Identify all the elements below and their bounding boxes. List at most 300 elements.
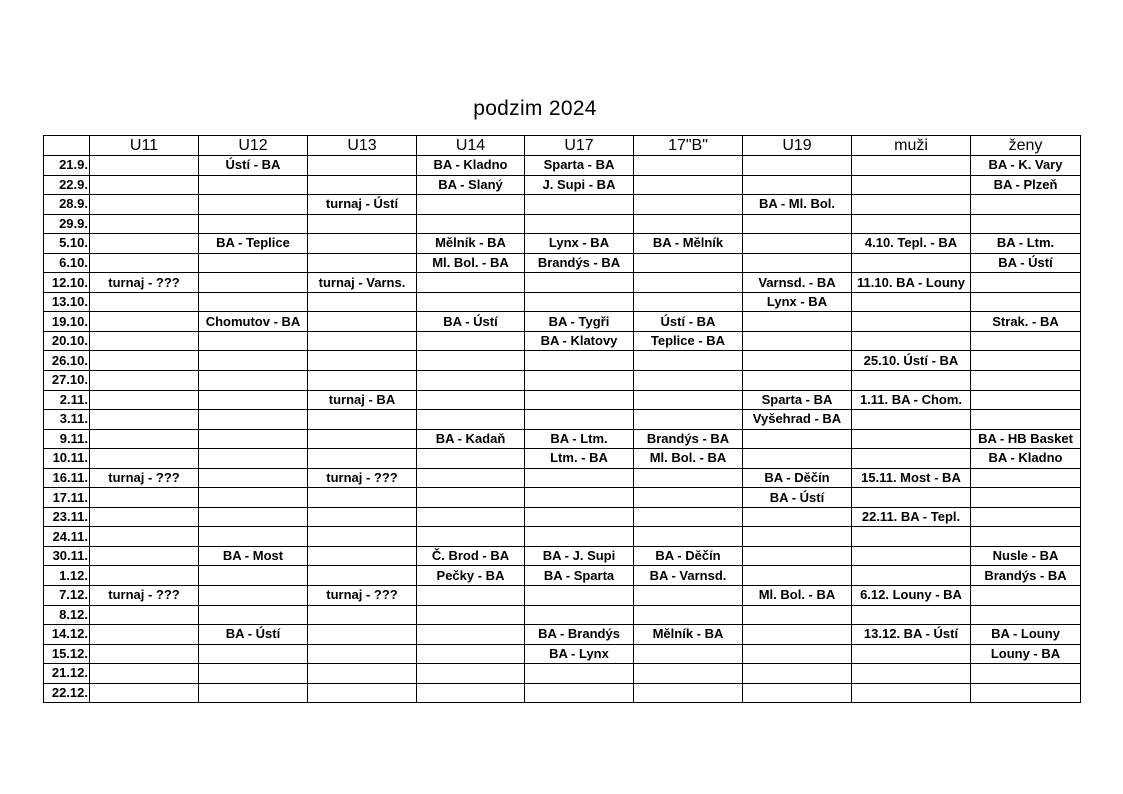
match-cell (308, 175, 417, 195)
date-cell: 6.10. (44, 253, 90, 273)
date-cell: 1.12. (44, 566, 90, 586)
match-cell (90, 156, 199, 176)
date-cell: 3.11. (44, 410, 90, 430)
match-cell: BA - Ústí (971, 253, 1081, 273)
match-cell: Ml. Bol. - BA (743, 586, 852, 606)
match-cell: 11.10. BA - Louny (852, 273, 971, 293)
match-cell (308, 683, 417, 703)
match-cell (743, 644, 852, 664)
match-cell (417, 605, 525, 625)
match-cell: turnaj - BA (308, 390, 417, 410)
match-cell (199, 468, 308, 488)
match-cell: BA - J. Supi (525, 546, 634, 566)
match-cell (634, 586, 743, 606)
match-cell (90, 214, 199, 234)
match-cell: BA - Mělník (634, 234, 743, 254)
header-row (44, 136, 1081, 156)
match-cell: turnaj - Varns. (308, 273, 417, 293)
match-cell (525, 371, 634, 391)
table-row (44, 253, 1081, 273)
table-row (44, 468, 1081, 488)
match-cell (852, 156, 971, 176)
date-cell: 22.12. (44, 683, 90, 703)
table-row (44, 234, 1081, 254)
date-cell: 19.10. (44, 312, 90, 332)
match-cell (199, 683, 308, 703)
table-row (44, 664, 1081, 684)
match-cell: 25.10. Ústí - BA (852, 351, 971, 371)
table-row (44, 273, 1081, 293)
match-cell: 22.11. BA - Tepl. (852, 507, 971, 527)
match-cell (525, 527, 634, 547)
column-header: U14 (417, 136, 525, 156)
match-cell (852, 664, 971, 684)
match-cell (308, 488, 417, 508)
match-cell (417, 449, 525, 469)
match-cell (199, 195, 308, 215)
date-cell: 7.12. (44, 586, 90, 606)
match-cell: Varnsd. - BA (743, 273, 852, 293)
match-cell: BA - Kladno (971, 449, 1081, 469)
match-cell: BA - Most (199, 546, 308, 566)
column-header: U13 (308, 136, 417, 156)
match-cell (971, 273, 1081, 293)
match-cell (852, 683, 971, 703)
match-cell (634, 527, 743, 547)
match-cell: Louny - BA (971, 644, 1081, 664)
match-cell (743, 234, 852, 254)
match-cell (199, 527, 308, 547)
table-row (44, 644, 1081, 664)
match-cell: BA - HB Basket (971, 429, 1081, 449)
table-row (44, 683, 1081, 703)
match-cell (634, 371, 743, 391)
match-cell (634, 644, 743, 664)
match-cell: J. Supi - BA (525, 175, 634, 195)
match-cell: BA - Ltm. (971, 234, 1081, 254)
match-cell (634, 664, 743, 684)
match-cell (852, 488, 971, 508)
match-cell (90, 683, 199, 703)
match-cell (199, 488, 308, 508)
match-cell (90, 449, 199, 469)
match-cell (417, 195, 525, 215)
match-cell (417, 644, 525, 664)
match-cell (743, 156, 852, 176)
match-cell (308, 234, 417, 254)
match-cell (525, 292, 634, 312)
match-cell (199, 292, 308, 312)
match-cell (308, 625, 417, 645)
match-cell: BA - Ltm. (525, 429, 634, 449)
match-cell (308, 331, 417, 351)
match-cell (308, 644, 417, 664)
match-cell (971, 605, 1081, 625)
match-cell (308, 566, 417, 586)
match-cell (90, 234, 199, 254)
match-cell (417, 214, 525, 234)
match-cell (852, 312, 971, 332)
date-cell: 9.11. (44, 429, 90, 449)
match-cell (852, 292, 971, 312)
match-cell (634, 410, 743, 430)
match-cell (90, 390, 199, 410)
match-cell (634, 156, 743, 176)
date-cell: 20.10. (44, 331, 90, 351)
match-cell (852, 253, 971, 273)
match-cell (525, 390, 634, 410)
match-cell (199, 605, 308, 625)
table-row (44, 371, 1081, 391)
match-cell (525, 507, 634, 527)
match-cell (308, 429, 417, 449)
match-cell (417, 351, 525, 371)
match-cell (417, 410, 525, 430)
match-cell (90, 507, 199, 527)
match-cell (634, 488, 743, 508)
match-cell: 4.10. Tepl. - BA (852, 234, 971, 254)
match-cell: 6.12. Louny - BA (852, 586, 971, 606)
date-cell: 30.11. (44, 546, 90, 566)
match-cell: Sparta - BA (525, 156, 634, 176)
match-cell (634, 683, 743, 703)
match-cell (308, 292, 417, 312)
match-cell (634, 175, 743, 195)
match-cell (852, 214, 971, 234)
match-cell (971, 468, 1081, 488)
date-cell: 27.10. (44, 371, 90, 391)
match-cell (417, 371, 525, 391)
match-cell (971, 331, 1081, 351)
match-cell (90, 351, 199, 371)
match-cell (417, 683, 525, 703)
match-cell (308, 351, 417, 371)
match-cell (525, 195, 634, 215)
column-header: ženy (971, 136, 1081, 156)
table-row (44, 410, 1081, 430)
match-cell (971, 664, 1081, 684)
match-cell (308, 312, 417, 332)
date-cell: 16.11. (44, 468, 90, 488)
match-cell: Sparta - BA (743, 390, 852, 410)
match-cell (90, 371, 199, 391)
date-cell: 23.11. (44, 507, 90, 527)
page-title: podzim 2024 (473, 97, 597, 120)
date-cell: 28.9. (44, 195, 90, 215)
match-cell: turnaj - ??? (308, 468, 417, 488)
date-cell: 8.12. (44, 605, 90, 625)
match-cell (90, 625, 199, 645)
date-cell: 21.9. (44, 156, 90, 176)
match-cell: Strak. - BA (971, 312, 1081, 332)
table-row (44, 351, 1081, 371)
match-cell (743, 664, 852, 684)
column-header: U17 (525, 136, 634, 156)
match-cell (90, 312, 199, 332)
match-cell (743, 605, 852, 625)
match-cell (634, 273, 743, 293)
date-cell: 2.11. (44, 390, 90, 410)
match-cell (308, 605, 417, 625)
schedule-table (43, 135, 1081, 703)
match-cell (199, 371, 308, 391)
match-cell (634, 390, 743, 410)
match-cell (525, 214, 634, 234)
match-cell (308, 156, 417, 176)
date-cell: 13.10. (44, 292, 90, 312)
match-cell (971, 292, 1081, 312)
match-cell: BA - Slaný (417, 175, 525, 195)
match-cell: Brandýs - BA (634, 429, 743, 449)
match-cell (634, 351, 743, 371)
match-cell (90, 527, 199, 547)
match-cell (417, 292, 525, 312)
match-cell: Ústí - BA (634, 312, 743, 332)
match-cell: BA - Kladno (417, 156, 525, 176)
match-cell (90, 253, 199, 273)
match-cell (852, 195, 971, 215)
match-cell: Ml. Bol. - BA (417, 253, 525, 273)
match-cell: Brandýs - BA (525, 253, 634, 273)
match-cell (634, 507, 743, 527)
match-cell: Mělník - BA (634, 625, 743, 645)
match-cell (743, 449, 852, 469)
date-cell: 24.11. (44, 527, 90, 547)
column-header: U19 (743, 136, 852, 156)
table-row (44, 527, 1081, 547)
match-cell (417, 390, 525, 410)
match-cell (852, 429, 971, 449)
match-cell (417, 527, 525, 547)
match-cell: Vyšehrad - BA (743, 410, 852, 430)
table-row (44, 605, 1081, 625)
match-cell (525, 468, 634, 488)
table-row (44, 390, 1081, 410)
match-cell (199, 507, 308, 527)
match-cell (90, 429, 199, 449)
table-row (44, 586, 1081, 606)
match-cell (971, 214, 1081, 234)
match-cell (199, 214, 308, 234)
match-cell: BA - Louny (971, 625, 1081, 645)
match-cell: Ml. Bol. - BA (634, 449, 743, 469)
match-cell (308, 253, 417, 273)
table-row (44, 507, 1081, 527)
match-cell (634, 214, 743, 234)
match-cell (308, 527, 417, 547)
match-cell (90, 644, 199, 664)
match-cell (634, 195, 743, 215)
match-cell (308, 371, 417, 391)
match-cell (634, 253, 743, 273)
date-cell: 17.11. (44, 488, 90, 508)
match-cell: Pečky - BA (417, 566, 525, 586)
match-cell (852, 331, 971, 351)
match-cell (971, 527, 1081, 547)
match-cell: BA - Děčín (743, 468, 852, 488)
match-cell: 1.11. BA - Chom. (852, 390, 971, 410)
match-cell: BA - Ústí (199, 625, 308, 645)
match-cell (852, 644, 971, 664)
match-cell (308, 507, 417, 527)
match-cell (634, 605, 743, 625)
match-cell: Lynx - BA (525, 234, 634, 254)
table-row (44, 195, 1081, 215)
match-cell (525, 273, 634, 293)
match-cell (971, 507, 1081, 527)
match-cell (199, 175, 308, 195)
match-cell (743, 175, 852, 195)
match-cell (199, 644, 308, 664)
match-cell (90, 546, 199, 566)
match-cell (971, 586, 1081, 606)
match-cell (199, 253, 308, 273)
match-cell (743, 214, 852, 234)
match-cell (199, 390, 308, 410)
match-cell (199, 331, 308, 351)
match-cell (971, 488, 1081, 508)
table-row (44, 175, 1081, 195)
match-cell (525, 351, 634, 371)
match-cell: BA - Kadaň (417, 429, 525, 449)
table-row (44, 156, 1081, 176)
match-cell (90, 605, 199, 625)
match-cell (971, 683, 1081, 703)
match-cell: turnaj - ??? (90, 273, 199, 293)
match-cell: BA - Ml. Bol. (743, 195, 852, 215)
match-cell: BA - Brandýs (525, 625, 634, 645)
match-cell: turnaj - ??? (90, 586, 199, 606)
table-row (44, 546, 1081, 566)
table-row (44, 449, 1081, 469)
match-cell (971, 410, 1081, 430)
match-cell (852, 175, 971, 195)
match-cell (525, 586, 634, 606)
match-cell: Chomutov - BA (199, 312, 308, 332)
match-cell: Č. Brod - BA (417, 546, 525, 566)
match-cell (308, 410, 417, 430)
match-cell (90, 175, 199, 195)
match-cell: BA - Plzeň (971, 175, 1081, 195)
match-cell (199, 586, 308, 606)
match-cell (90, 410, 199, 430)
match-cell (417, 488, 525, 508)
match-cell (90, 195, 199, 215)
match-cell (525, 605, 634, 625)
match-cell (852, 371, 971, 391)
match-cell (971, 351, 1081, 371)
match-cell (743, 683, 852, 703)
column-header-date (44, 136, 90, 156)
table-row (44, 214, 1081, 234)
match-cell (199, 410, 308, 430)
date-cell: 12.10. (44, 273, 90, 293)
match-cell (634, 292, 743, 312)
match-cell (852, 449, 971, 469)
date-cell: 14.12. (44, 625, 90, 645)
match-cell: BA - Teplice (199, 234, 308, 254)
date-cell: 26.10. (44, 351, 90, 371)
match-cell (199, 566, 308, 586)
match-cell (417, 468, 525, 488)
match-cell (743, 546, 852, 566)
match-cell: BA - Klatovy (525, 331, 634, 351)
date-cell: 22.9. (44, 175, 90, 195)
match-cell (199, 664, 308, 684)
match-cell: Ltm. - BA (525, 449, 634, 469)
match-cell (90, 566, 199, 586)
date-cell: 10.11. (44, 449, 90, 469)
match-cell: turnaj - Ústí (308, 195, 417, 215)
match-cell (634, 468, 743, 488)
date-cell: 5.10. (44, 234, 90, 254)
match-cell (308, 214, 417, 234)
match-cell: turnaj - ??? (308, 586, 417, 606)
column-header: muži (852, 136, 971, 156)
schedule-body (44, 156, 1081, 703)
match-cell (308, 546, 417, 566)
match-cell (743, 566, 852, 586)
match-cell (417, 625, 525, 645)
match-cell (743, 351, 852, 371)
match-cell: turnaj - ??? (90, 468, 199, 488)
match-cell (971, 390, 1081, 410)
match-cell (743, 253, 852, 273)
match-cell (525, 683, 634, 703)
match-cell (525, 664, 634, 684)
match-cell: BA - Sparta (525, 566, 634, 586)
match-cell: Ústí - BA (199, 156, 308, 176)
date-cell: 21.12. (44, 664, 90, 684)
match-cell (90, 488, 199, 508)
match-cell: Mělník - BA (417, 234, 525, 254)
match-cell: BA - Ústí (743, 488, 852, 508)
match-cell (852, 546, 971, 566)
match-cell: 15.11. Most - BA (852, 468, 971, 488)
match-cell (743, 371, 852, 391)
match-cell (90, 292, 199, 312)
match-cell (417, 664, 525, 684)
match-cell: BA - K. Vary (971, 156, 1081, 176)
match-cell (199, 351, 308, 371)
match-cell (743, 507, 852, 527)
column-header: U12 (199, 136, 308, 156)
table-row (44, 292, 1081, 312)
date-cell: 29.9. (44, 214, 90, 234)
match-cell (199, 273, 308, 293)
match-cell (852, 566, 971, 586)
match-cell: BA - Děčín (634, 546, 743, 566)
match-cell: Brandýs - BA (971, 566, 1081, 586)
match-cell (90, 331, 199, 351)
match-cell (199, 449, 308, 469)
match-cell (852, 410, 971, 430)
match-cell (743, 331, 852, 351)
match-cell: BA - Lynx (525, 644, 634, 664)
match-cell (852, 527, 971, 547)
match-cell (199, 429, 308, 449)
match-cell (852, 605, 971, 625)
match-cell (90, 664, 199, 684)
date-cell: 15.12. (44, 644, 90, 664)
column-header: U11 (90, 136, 199, 156)
match-cell (308, 664, 417, 684)
match-cell (417, 586, 525, 606)
match-cell: Lynx - BA (743, 292, 852, 312)
match-cell: BA - Ústí (417, 312, 525, 332)
table-row (44, 625, 1081, 645)
match-cell (417, 331, 525, 351)
